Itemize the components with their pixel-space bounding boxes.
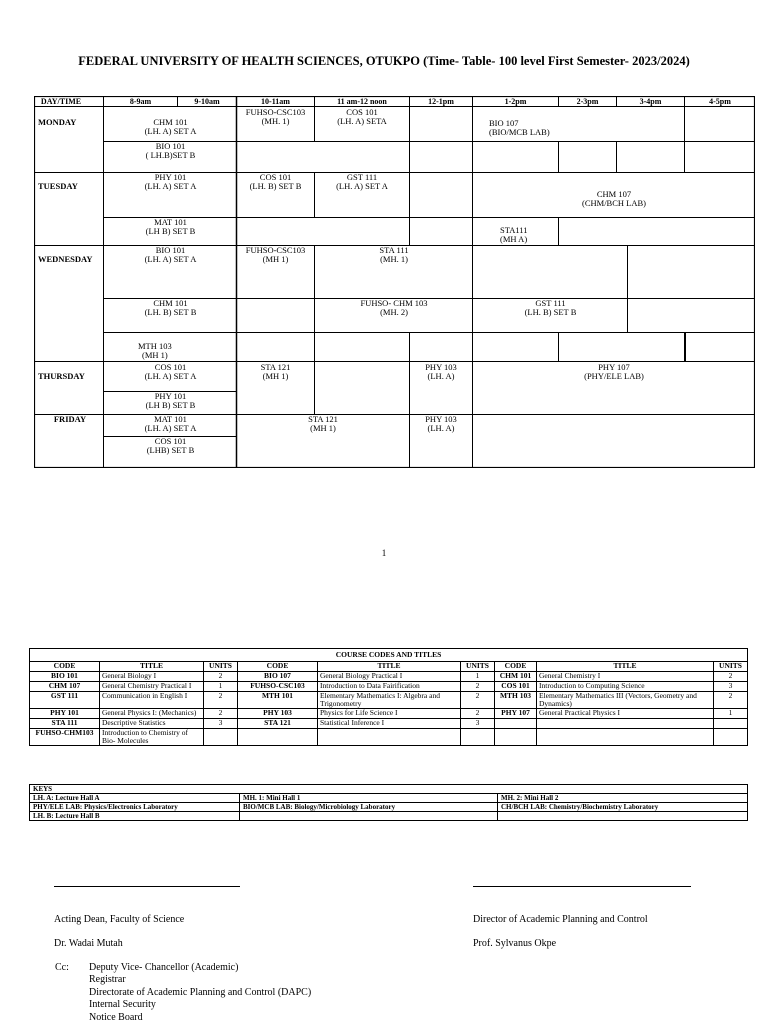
cc-item: Directorate of Academic Planning and Control (DAPC) — [89, 986, 312, 998]
header-2-3pm: 2-3pm — [576, 97, 599, 106]
timetable — [34, 96, 755, 468]
col-header: CODE — [238, 662, 318, 672]
course-units: 2 — [461, 682, 495, 692]
key-item: MH. 2: Mini Hall 2 — [498, 794, 748, 803]
slot-mon-bio107-text: BIO 107 (BIO/MCB LAB) — [489, 118, 550, 137]
table-row — [30, 682, 748, 692]
signature-left — [54, 902, 184, 962]
col-header: TITLE — [537, 662, 714, 672]
course-units: 1 — [461, 672, 495, 682]
key-item — [240, 812, 498, 821]
course-title: Elementary Mathematics III (Vectors, Geometry and Dynamics) — [537, 692, 714, 709]
slot-wed-bio101: BIO 101 (LH. A) SET A — [144, 245, 197, 264]
header-4-5pm: 4-5pm — [709, 97, 731, 106]
table-row — [30, 692, 748, 709]
course-code: COS 101 — [495, 682, 537, 692]
course-code: BIO 101 — [30, 672, 100, 682]
header-3-4pm: 3-4pm — [639, 97, 662, 106]
course-title: General Biology I — [100, 672, 204, 682]
course-units: 2 — [204, 709, 238, 719]
course-code: CHM 101 — [495, 672, 537, 682]
slot-wed-fuhso-chm103: FUHSO- CHM 103 (MH. 2) — [360, 298, 428, 317]
slot-tue-sta111: STA111 (MH A) — [500, 225, 528, 244]
slot-tue-phy101: PHY 101 (LH. A) SET A — [144, 172, 197, 191]
key-item: BIO/MCB LAB: Biology/Microbiology Laboratory — [240, 803, 498, 812]
table-row — [30, 672, 748, 682]
course-code: PHY 107 — [495, 709, 537, 719]
course-codes-table — [29, 648, 747, 746]
col-header: UNITS — [461, 662, 495, 672]
header-12-1pm: 12-1pm — [428, 97, 454, 106]
course-title: General Biology Practical I — [318, 672, 461, 682]
slot-wed-mth103-text: MTH 103 (MH 1) — [138, 341, 172, 360]
signatory-role: Acting Dean, Faculty of Science — [54, 914, 185, 925]
course-code: GST 111 — [30, 692, 100, 709]
key-item: MH. 1: Mini Hall 1 — [240, 794, 498, 803]
course-title: General Chemistry I — [537, 672, 714, 682]
course-units: 3 — [204, 719, 238, 729]
course-code: FUHSO-CSC103 — [238, 682, 318, 692]
slot-thu-phy103: PHY 103 (LH. A) — [425, 362, 457, 381]
slot-fri-mat101: MAT 101 (LH. A) SET A — [144, 414, 197, 433]
cc-label: Cc: — [55, 962, 69, 973]
course-code — [238, 729, 318, 746]
course-code: STA 111 — [30, 719, 100, 729]
signature-line-right — [473, 886, 691, 887]
course-units: 3 — [714, 682, 748, 692]
slot-wed-sta111: STA 111 (MH. 1) — [379, 245, 409, 264]
day-wednesday: WEDNESDAY — [38, 254, 93, 264]
key-item — [498, 812, 748, 821]
signatory-name: Prof. Sylvanus Okpe — [473, 938, 557, 949]
course-title — [537, 729, 714, 746]
slot-mon-fuhso-csc103: FUHSO-CSC103 (MH. 1) — [245, 107, 306, 126]
course-units: 1 — [714, 709, 748, 719]
course-title: Physics for Life Science I — [318, 709, 461, 719]
signatory-role: Director of Academic Planning and Control — [473, 914, 648, 925]
slot-wed-chm101: CHM 101 (LH. B) SET B — [144, 298, 197, 317]
course-title: Elementary Mathematics I: Algebra and Trigonometry — [318, 692, 461, 709]
col-header: UNITS — [204, 662, 238, 672]
course-title: General Physics I: (Mechanics) — [100, 709, 204, 719]
slot-wed-fuhso-csc103: FUHSO-CSC103 (MH 1) — [245, 245, 306, 264]
course-units — [714, 719, 748, 729]
slot-thu-cos101: COS 101 (LH. A) SET A — [144, 362, 197, 381]
course-code: PHY 103 — [238, 709, 318, 719]
slot-thu-phy107: PHY 107 (PHY/ELE LAB) — [584, 362, 644, 381]
course-code: PHY 101 — [30, 709, 100, 719]
course-title: Descriptive Statistics — [100, 719, 204, 729]
course-title: Introduction to Data Fairification — [318, 682, 461, 692]
slot-thu-phy101: PHY 101 (LH B) SET B — [145, 391, 196, 410]
course-title — [537, 719, 714, 729]
day-tuesday: TUESDAY — [38, 181, 78, 191]
course-title: Introduction to Computing Science — [537, 682, 714, 692]
page-number: 1 — [381, 548, 387, 558]
slot-tue-mat101: MAT 101 (LH B) SET B — [145, 217, 196, 236]
slot-wed-gst111: GST 111 (LH. B) SET B — [524, 298, 577, 317]
slot-mon-chm101: CHM 101 (LH. A) SET A — [144, 117, 197, 136]
signature-line-left — [54, 886, 240, 887]
course-title: General Chemistry Practical I — [100, 682, 204, 692]
course-title: General Practical Physics I — [537, 709, 714, 719]
col-header: CODE — [495, 662, 537, 672]
course-code — [495, 729, 537, 746]
header-8-9am: 8-9am — [129, 97, 152, 106]
slot-mon-bio101: BIO 101 ( LH.B)SET B — [145, 141, 196, 160]
key-item: LH. B: Lecture Hall B — [30, 812, 240, 821]
course-title: Communication in English I — [100, 692, 204, 709]
header-day-time: DAY/TIME — [40, 97, 82, 106]
table-row — [30, 709, 748, 719]
header-1-2pm: 1-2pm — [504, 97, 527, 106]
course-title: Statistical Inference I — [318, 719, 461, 729]
course-codes-header-row — [30, 662, 748, 672]
course-units — [714, 729, 748, 746]
cc-item: Notice Board — [89, 1011, 143, 1023]
signature-right — [473, 902, 648, 962]
table-row — [30, 729, 748, 746]
course-title: Introduction to Chemistry of Bio- Molecules — [100, 729, 204, 746]
course-code: BIO 107 — [238, 672, 318, 682]
course-code — [495, 719, 537, 729]
course-units: 2 — [461, 709, 495, 719]
header-9-10am: 9-10am — [194, 97, 220, 106]
slot-wed-mth103 — [138, 333, 236, 360]
col-header: CODE — [30, 662, 100, 672]
document-title: FEDERAL UNIVERSITY OF HEALTH SCIENCES, OTUKPO (Time- Table- 100 level First Semester- 2023/2024) — [78, 54, 690, 68]
course-title — [318, 729, 461, 746]
course-code: MTH 101 — [238, 692, 318, 709]
course-code: FUHSO-CHM103 — [30, 729, 100, 746]
table-row — [30, 719, 748, 729]
keys-row — [30, 803, 748, 812]
course-code: MTH 103 — [495, 692, 537, 709]
slot-tue-chm107: CHM 107 (CHM/BCH LAB) — [582, 189, 646, 208]
key-item: LH. A: Lecture Hall A — [30, 794, 240, 803]
course-code: CHM 107 — [30, 682, 100, 692]
keys-table — [29, 784, 747, 821]
course-units: 2 — [461, 692, 495, 709]
cc-item: Registrar — [89, 974, 126, 986]
course-units: 2 — [204, 692, 238, 709]
key-item: PHY/ELE LAB: Physics/Electronics Laboratory — [30, 803, 240, 812]
slot-tue-gst111: GST 111 (LH. A) SET A — [336, 172, 388, 191]
slot-thu-sta121: STA 121 (MH 1) — [260, 362, 291, 381]
col-header: TITLE — [318, 662, 461, 672]
header-10-11am: 10-11am — [261, 97, 290, 106]
keys-label: KEYS — [30, 785, 748, 794]
cc-item: Internal Security — [89, 999, 156, 1011]
header-11am-12noon: 11 am-12 noon — [337, 97, 387, 106]
course-units: 2 — [714, 672, 748, 682]
slot-fri-cos101: COS 101 (LHB) SET B — [146, 436, 195, 455]
course-units: 2 — [204, 672, 238, 682]
key-item: CH/BCH LAB: Chemistry/Biochemistry Laboratory — [498, 803, 748, 812]
day-monday: MONDAY — [38, 117, 77, 127]
keys-row — [30, 812, 748, 821]
signatory-name: Dr. Wadai Mutah — [54, 938, 123, 949]
slot-tue-cos101: COS 101 (LH. B) SET B — [249, 172, 302, 191]
col-header: UNITS — [714, 662, 748, 672]
course-units: 3 — [461, 719, 495, 729]
keys-row — [30, 794, 748, 803]
course-codes-caption: COURSE CODES AND TITLES — [30, 649, 748, 662]
col-header: TITLE — [100, 662, 204, 672]
cc-item: Deputy Vice- Chancellor (Academic) — [89, 962, 239, 973]
day-thursday: THURSDAY — [38, 371, 85, 381]
course-units — [461, 729, 495, 746]
slot-mon-bio107 — [473, 119, 684, 137]
course-units: 2 — [714, 692, 748, 709]
course-units: 1 — [204, 682, 238, 692]
course-units — [204, 729, 238, 746]
slot-fri-phy103: PHY 103 (LH. A) — [425, 414, 457, 433]
day-friday: FRIDAY — [53, 414, 87, 424]
slot-mon-cos101: COS 101 (LH. A) SETA — [337, 107, 387, 126]
course-code: STA 121 — [238, 719, 318, 729]
slot-fri-sta121: STA 121 (MH 1) — [308, 414, 338, 433]
